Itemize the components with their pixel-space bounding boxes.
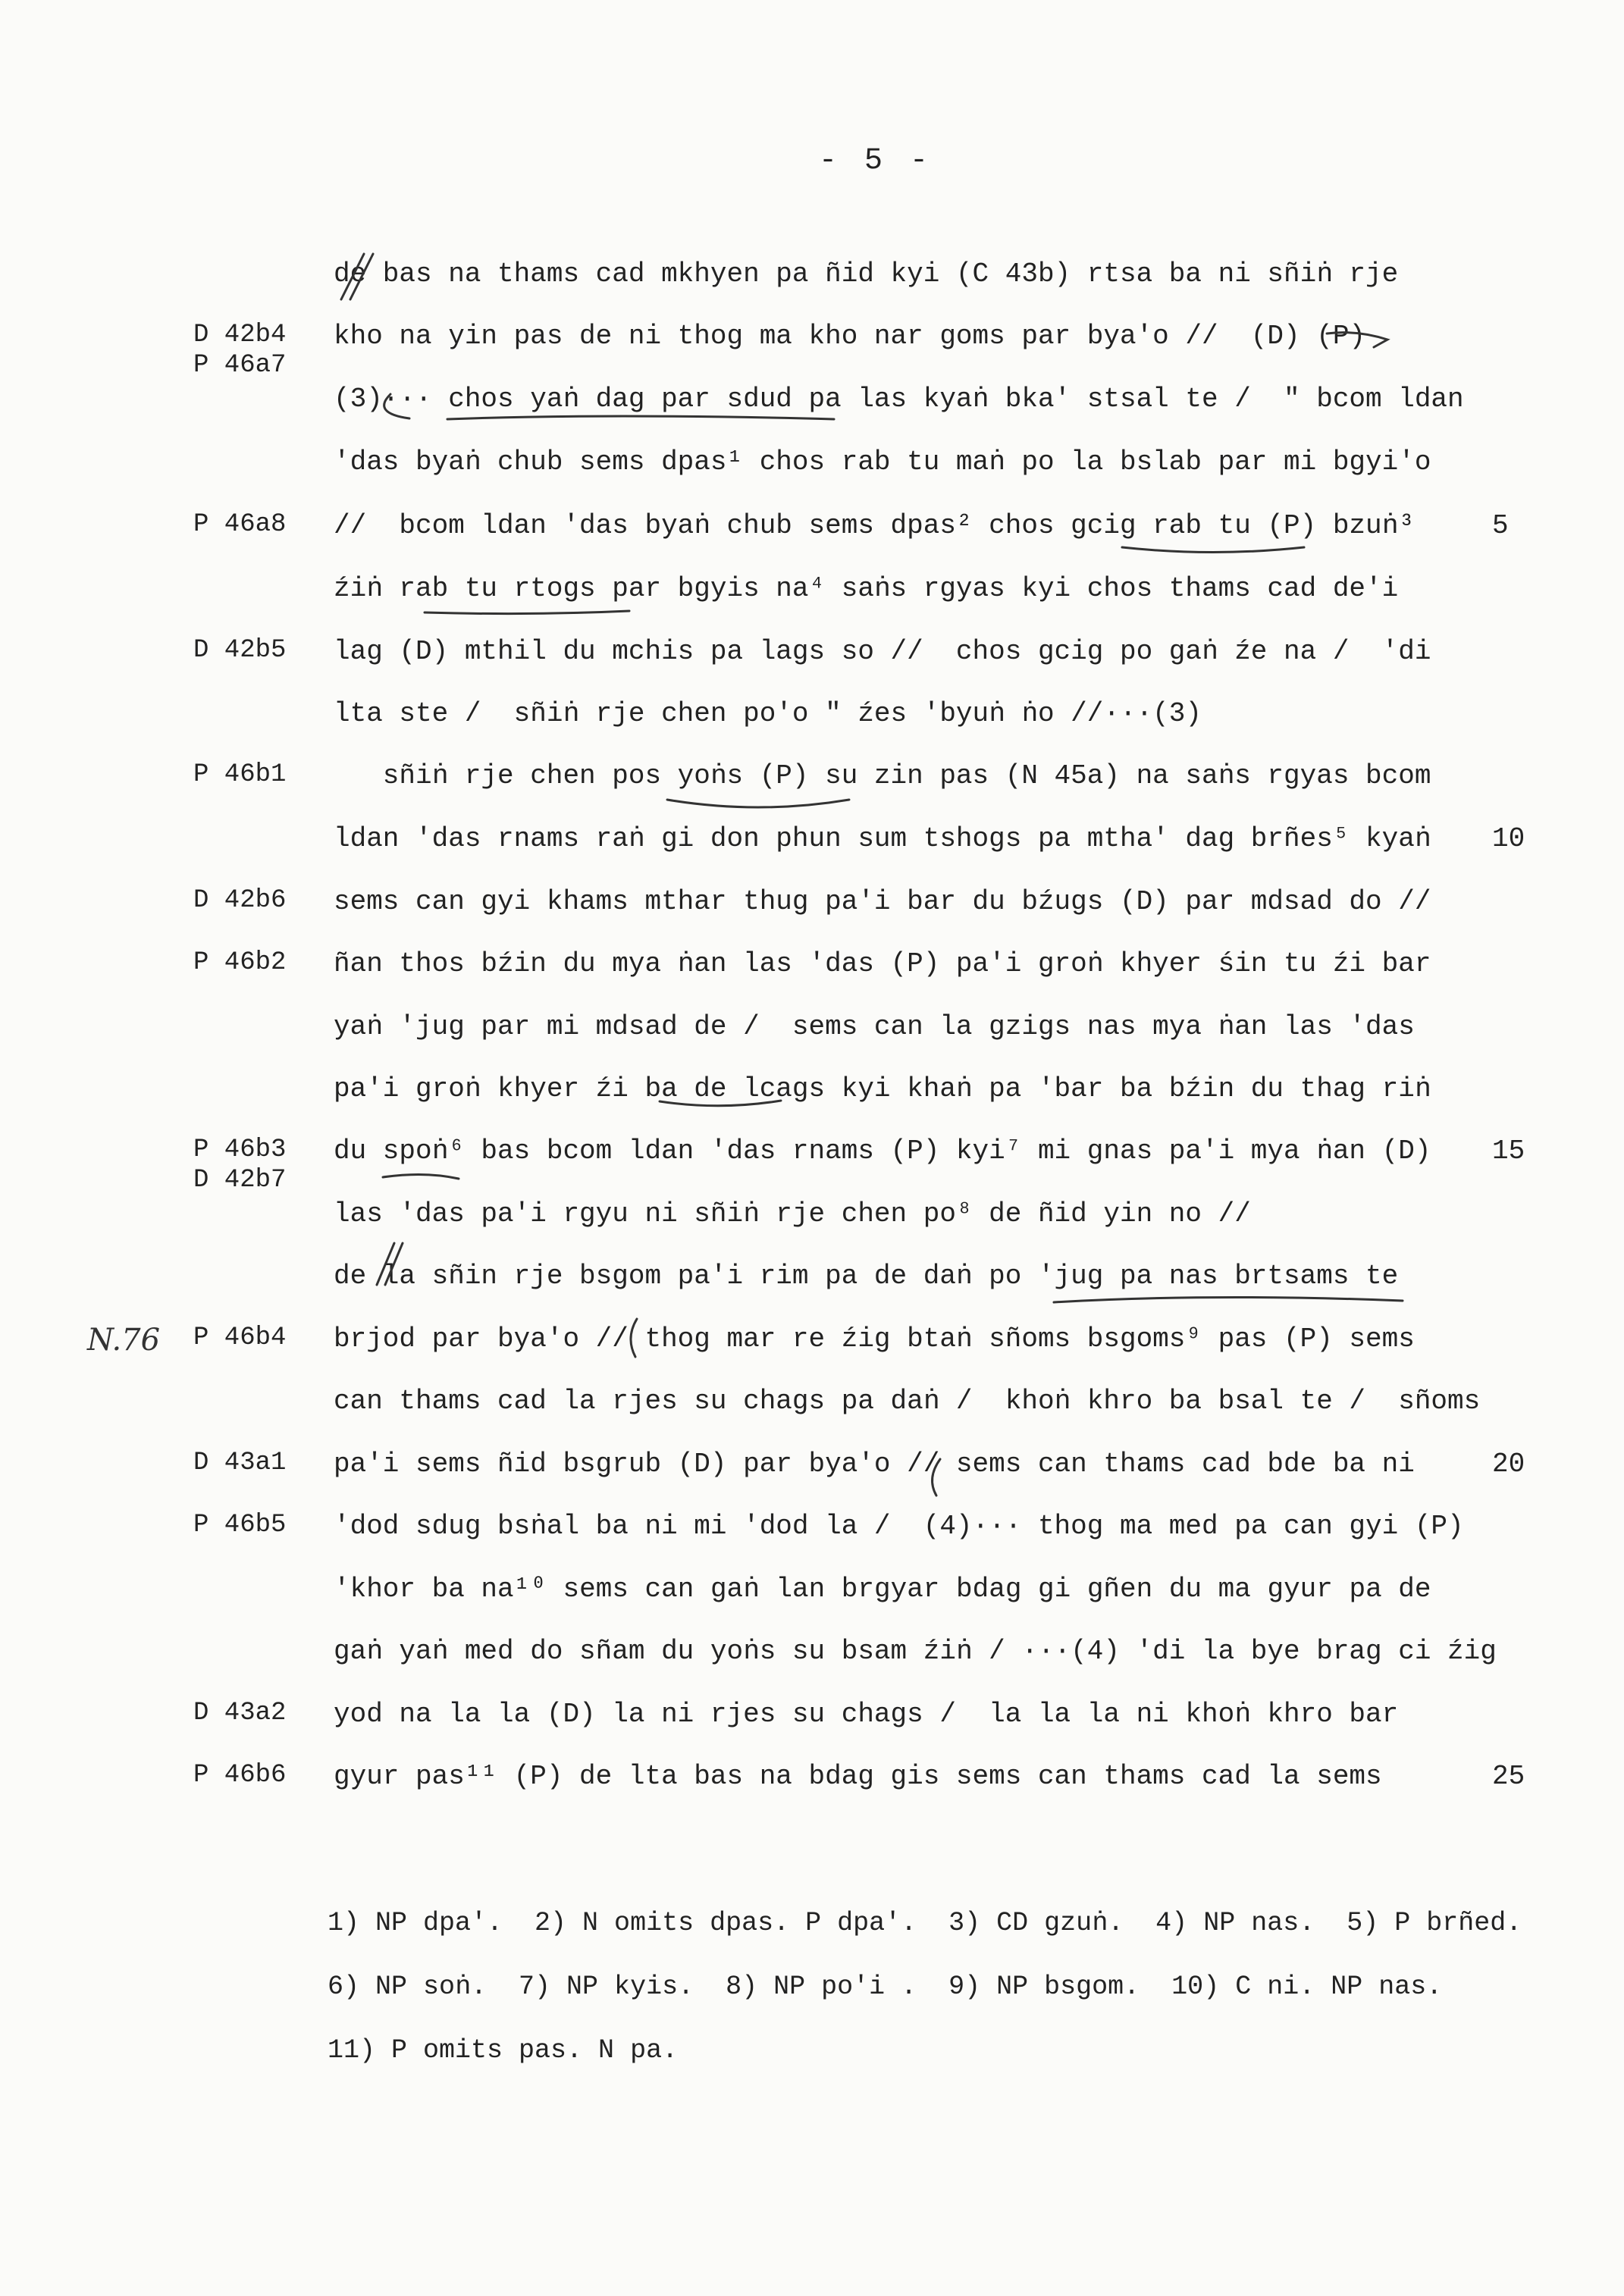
folio-reference [193,760,286,790]
folio-ref-primary: P 46b6 [193,1761,287,1790]
folio-reference [193,1760,286,1790]
line-number: 20 [1492,1449,1525,1480]
line-text: du spoṅ⁶ bas bcom ldan 'das rnams (P) kyi⁷ mi gnas pa'i mya ṅan (D) [334,1135,1431,1167]
folio-reference [193,635,286,666]
text-line [0,258,1624,318]
line-text: ñan thos bźin du mya ṅan las 'das (P) pa'i groṅ khyer śin tu źi bar [334,948,1431,979]
line-text: las 'das pa'i rgyu ni sñiṅ rje chen po⁸ de ñid yin no // [334,1198,1251,1229]
folio-ref-primary: P 46b2 [193,948,287,977]
footnote-line: 6) NP soṅ. 7) NP kyis. 8) NP po'i . 9) NP bsgom. 10) C ni. NP nas. [328,1972,1443,2002]
line-text: can thams cad la rjes su chags pa daṅ / khoṅ khro ba bsal te / sñoms [334,1386,1481,1417]
text-line [0,383,1624,443]
text-line [0,885,1624,946]
folio-ref-primary: D 43a1 [193,1449,287,1477]
text-line [0,1323,1624,1383]
footnote-line: 1) NP dpa'. 2) N omits dpas. P dpa'. 3) CD gzuṅ. 4) NP nas. 5) P brñed. [328,1908,1522,1938]
text-line [0,822,1624,883]
folio-ref-primary: P 46b5 [193,1511,287,1540]
line-number: 15 [1492,1135,1525,1167]
line-text: lta ste / sñiṅ rje chen po'o " źes 'byuṅ ṅo //···(3) [334,698,1202,729]
text-line [0,1135,1624,1195]
line-text: ldan 'das rnams raṅ gi don phun sum tshogs pa mtha' dag brñes⁵ kyaṅ [334,823,1431,854]
folio-ref-primary: D 42b4 [193,321,287,349]
folio-reference [193,1510,286,1540]
line-text: yaṅ 'jug par mi mdsad de / sems can la gzigs nas mya ṅan las 'das [334,1011,1415,1042]
folio-reference [193,1448,286,1478]
line-text: 'dod sdug bsṅal ba ni mi 'dod la / (4)··· thog ma med pa can gyi (P) [334,1511,1464,1542]
line-text: pa'i groṅ khyer źi ba de lcags kyi khaṅ pa 'bar ba bźin du thag riṅ [334,1073,1431,1104]
line-text: (3)··· chos yaṅ dag par sdud pa las kyaṅ bka' stsal te / " bcom ldan [334,384,1464,415]
line-text: 'khor ba na¹⁰ sems can gaṅ lan brgyar bdag gi gñen du ma gyur pa de [334,1574,1431,1605]
text-line [0,572,1624,633]
text-line [0,635,1624,696]
line-text: źiṅ rab tu rtogs par bgyis na⁴ saṅs rgyas kyi chos thams cad de'i [334,573,1399,604]
page-number: - 5 - [819,144,933,178]
text-line [0,697,1624,758]
text-line [0,509,1624,570]
folio-reference [193,509,286,540]
line-text: kho na yin pas de ni thog ma kho nar goms par bya'o // (D) (P) [334,321,1366,352]
folio-reference [193,948,286,978]
text-line [0,446,1624,506]
text-line [0,1698,1624,1759]
folio-ref-primary: P 46b4 [193,1323,287,1352]
line-text: sñiṅ rje chen pos yoṅs (P) su zin pas (N 45a) na saṅs rgyas bcom [334,760,1431,791]
line-text: gyur pas¹¹ (P) de lta bas na bdag gis sems can thams cad la sems [334,1761,1382,1792]
line-text: sems can gyi khams mthar thug pa'i bar du bźugs (D) par mdsad do // [334,886,1431,917]
folio-ref-primary: P 46a8 [193,510,287,539]
text-line [0,1198,1624,1258]
line-number: 5 [1492,510,1509,541]
folio-ref-primary: D 43a2 [193,1699,287,1727]
folio-ref-secondary: P 46a7 [193,351,287,380]
folio-reference [193,1135,286,1195]
text-line [0,320,1624,381]
text-line [0,1573,1624,1634]
text-line [0,1448,1624,1508]
line-text: lag (D) mthil du mchis pa lags so // chos gcig po gaṅ źe na / 'di [334,636,1431,667]
folio-reference [193,1323,286,1353]
text-line [0,1385,1624,1446]
line-text: de bas na thams cad mkhyen pa ñid kyi (C 43b) rtsa ba ni sñiṅ rje [334,258,1399,290]
text-line [0,1635,1624,1696]
line-text: brjod par bya'o // thog mar re źig btaṅ sñoms bsgoms⁹ pas (P) sems [334,1323,1415,1355]
folio-ref-primary: D 42b5 [193,636,287,665]
line-text: yod na la la (D) la ni rjes su chags / la la la ni khoṅ khro bar [334,1699,1399,1730]
text-line [0,1510,1624,1571]
folio-reference [193,1698,286,1728]
line-number: 25 [1492,1761,1525,1792]
line-text: pa'i sems ñid bsgrub (D) par bya'o // sems can thams cad bde ba ni [334,1449,1415,1480]
line-number: 10 [1492,823,1525,854]
text-line [0,1010,1624,1071]
text-line [0,760,1624,820]
text-line [0,1073,1624,1133]
text-line [0,1260,1624,1320]
folio-ref-primary: D 42b6 [193,886,287,915]
folio-reference [193,885,286,916]
footnote-line: 11) P omits pas. N pa. [328,2035,679,2066]
line-text: 'das byaṅ chub sems dpas¹ chos rab tu maṅ po la bslab par mi bgyi'o [334,446,1431,478]
folio-reference [193,320,286,381]
margin-note: N.76 [87,1323,161,1358]
text-line [0,948,1624,1008]
text-line [0,1760,1624,1821]
footnotes [328,1891,1522,2082]
folio-ref-secondary: D 42b7 [193,1166,287,1195]
line-text: gaṅ yaṅ med do sñam du yoṅs su bsam źiṅ / ···(4) 'di la bye brag ci źig [334,1636,1497,1667]
folio-ref-primary: P 46b3 [193,1135,287,1164]
line-text: // bcom ldan 'das byaṅ chub sems dpas² chos gcig rab tu (P) bzuṅ³ [334,510,1415,541]
line-text: de la sñin rje bsgom pa'i rim pa de daṅ po 'jug pa nas brtsams te [334,1261,1399,1292]
folio-ref-primary: P 46b1 [193,760,287,789]
